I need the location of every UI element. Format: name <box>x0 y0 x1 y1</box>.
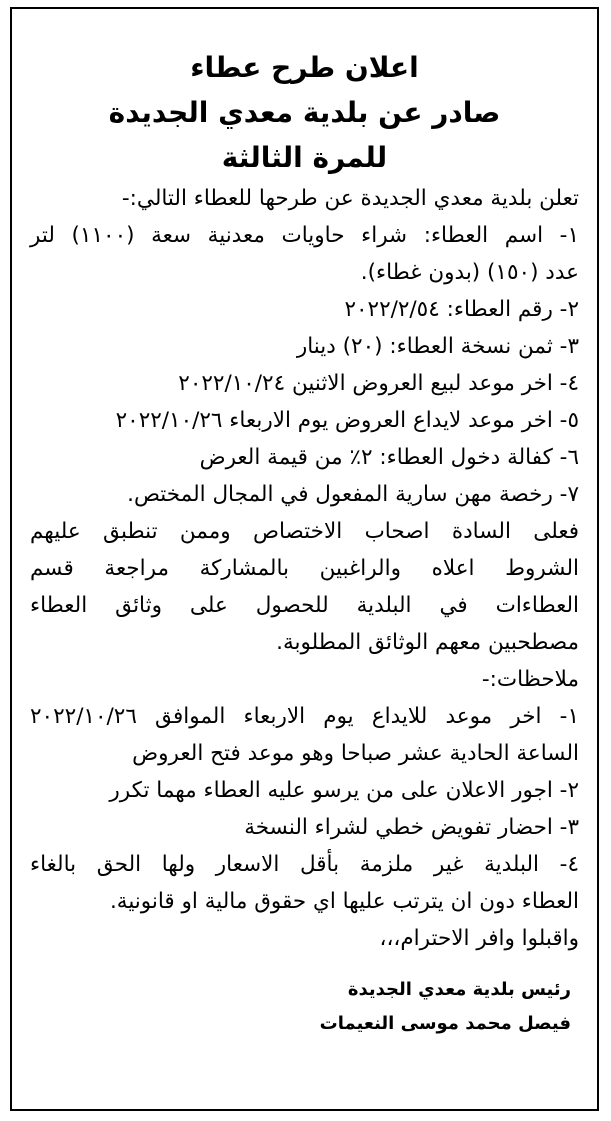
note-line: ٢- اجور الاعلان على من يرسو عليه العطاء مهما تكرر <box>109 778 579 803</box>
note-line: ١- اخر موعد للايداع يوم الاربعاء الموافق ٢٠٢٢/١٠/٢٦ <box>30 704 579 729</box>
announcement-header <box>30 45 579 180</box>
note-line: ٤- البلدية غير ملزمة بأقل الاسعار ولها الحق بالغاء <box>30 852 579 877</box>
tender-item: ٣- ثمن نسخة العطاء: (٢٠) دينار <box>296 334 579 359</box>
tender-item: ١- اسم العطاء: شراء حاويات معدنية سعة (١١٠٠) لتر <box>30 223 580 248</box>
notes-list <box>30 698 579 920</box>
note-line: ٣- احضار تفويض خطي لشراء النسخة <box>244 815 579 840</box>
tender-items <box>30 217 579 513</box>
tender-item: ٥- اخر موعد لايداع العروض يوم الاربعاء ٢٠٢٢/١٠/٢٦ <box>115 408 579 433</box>
closing-text: واقبلوا وافر الاحترام،،، <box>379 926 579 951</box>
signature-block <box>30 973 579 1041</box>
signature-name: فيصل محمد موسى النعيمات <box>319 1013 571 1034</box>
title-line-3: للمرة الثالثة <box>221 141 388 174</box>
paragraph-line: مصطحبين معهم الوثائق المطلوبة. <box>276 630 579 655</box>
title-line-1: اعلان طرح عطاء <box>190 51 419 84</box>
announcement-document <box>12 9 597 1041</box>
paragraph-line: فعلى السادة اصحاب الاختصاص وممن تنطبق عليهم <box>30 519 579 544</box>
announcement-frame <box>10 7 599 1111</box>
tender-item: عدد (١٥٠) (بدون غطاء). <box>360 260 579 285</box>
paragraph-line: الشروط اعلاه والراغبين بالمشاركة مراجعة قسم <box>30 556 579 581</box>
intro-text: تعلن بلدية معدي الجديدة عن طرحها للعطاء التالي:- <box>121 186 579 211</box>
tender-item: ٢- رقم العطاء: ٢٠٢٢/٢/٥٤ <box>344 297 579 322</box>
notes-heading: ملاحظات:- <box>481 667 579 692</box>
tender-item: ٦- كفالة دخول العطاء: ٢٪ من قيمة العرض <box>199 445 579 470</box>
title-line-2: صادر عن بلدية معدي الجديدة <box>108 96 501 129</box>
instructions-paragraph <box>30 513 579 661</box>
signature-role: رئيس بلدية معدي الجديدة <box>347 979 571 1000</box>
tender-item: ٧- رخصة مهن سارية المفعول في المجال المختص. <box>127 482 579 507</box>
tender-item: ٤- اخر موعد لبيع العروض الاثنين ٢٠٢٢/١٠/٢٤ <box>178 371 579 396</box>
paragraph-line: العطاءات في البلدية للحصول على وثائق العطاء <box>30 593 579 618</box>
note-line: الساعة الحادية عشر صباحا وهو موعد فتح العروض <box>132 741 579 766</box>
note-line: العطاء دون ان يترتب عليها اي حقوق مالية او قانونية. <box>109 889 579 914</box>
